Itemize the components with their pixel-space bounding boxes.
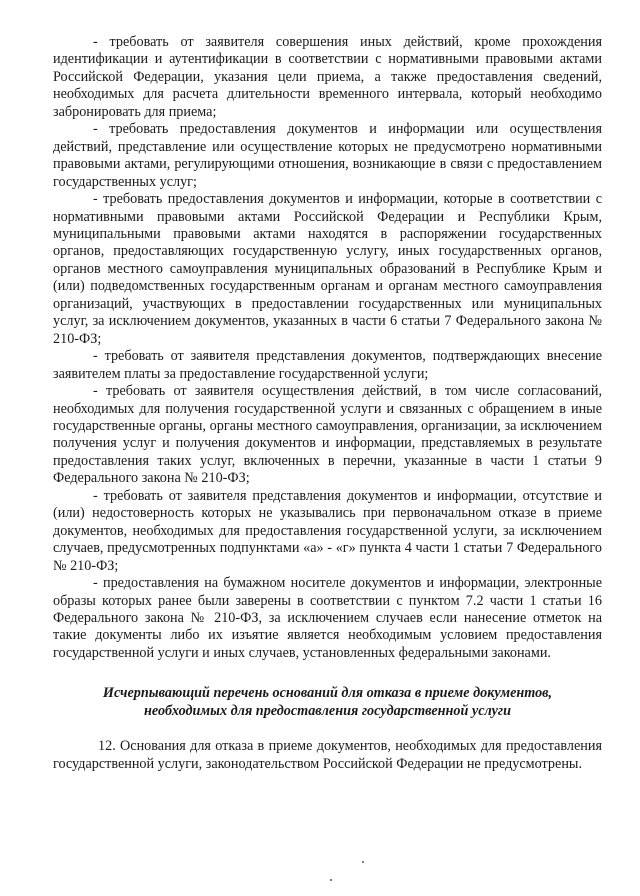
paragraph-missing-documents: - требовать от заявителя представления документов и информации, отсутствие и (или) недостоверность которых не указывались при первоначальном отказе в приеме документов, необходимых для предоставления государственной услуги, за исключением случаев, предусмотренных подпунктами «а» - «г» пункта 4 части 1 статьи 7 Федерального № 210-ФЗ; — [53, 487, 602, 574]
document-body — [53, 34, 602, 773]
paragraph-identification: - требовать от заявителя совершения иных действий, кроме прохождения идентификации и аутентификации в соответствии с нормативными правовыми актами Российской Федерации, указания цели приема, а также предоставления сведений, необходимых для расчета длительности временного интервала, который необходимо забронировать для приема; — [53, 34, 602, 120]
paragraph-grounds-for-refusal: 12. Основания для отказа в приеме документов, необходимых для предоставления государственной услуги, законодательством Российской Федерации не предусмотрены. — [53, 738, 602, 772]
paragraph-payment-proof: - требовать от заявителя представления документов, подтверждающих внесение заявителем платы за предоставление государственной услуги; — [53, 348, 602, 382]
scan-speck — [362, 861, 364, 863]
paragraph-approvals: - требовать от заявителя осуществления действий, в том числе согласований, необходимых для получения государственной услуги и связанных с обращением в иные государственные органы, органы местного самоуправления, организации, за исключением получения услуг и получения документов и информации, представляемых в результате предоставления таких услуг, включенных в перечни, указанные в части 1 статьи 9 Федерального закона № 210-ФЗ; — [53, 383, 602, 487]
section-heading-line-2: необходимых для предоставления государственной услуги — [143, 703, 512, 720]
paragraph-paper-documents: - предоставления на бумажном носителе документов и информации, электронные образы которых ранее были заверены в соответствии с пунктом 7.2 части 1 статьи 16 Федерального закона № 210-ФЗ, за исключением случаев если нанесение отметок на такие документы либо их изъятие является необходимым условием предоставления государственной услуги и иных случаев, установленных федеральными законами. — [53, 575, 602, 661]
section-heading — [53, 684, 602, 720]
section-heading-line-1: Исчерпывающий перечень оснований для отказа в приеме документов, — [102, 685, 553, 702]
scan-speck — [330, 879, 332, 881]
paragraph-documents-in-possession: - требовать предоставления документов и информации, которые в соответствии с нормативными правовыми актами Российской Федерации и Республики Крым, муниципальными правовыми актами находятся в распоряжении государственных органов, предоставляющих государственную услугу, иных государственных органов, органов местного самоуправления муниципальных образований в Республике Крым и (или) подведомственных государственным органам и органам местного самоуправления организаций, участвующих в предоставлении государственных или муниципальных услуг, за исключением документов, указанных в части 6 статьи 7 Федерального закона № 210-ФЗ; — [53, 191, 602, 347]
paragraph-documents-not-required: - требовать предоставления документов и информации или осуществления действий, представление или осуществление которых не предусмотрено нормативными правовыми актами, регулирующими отношения, возникающие в связи с предоставлением государственных услуг; — [53, 121, 602, 190]
